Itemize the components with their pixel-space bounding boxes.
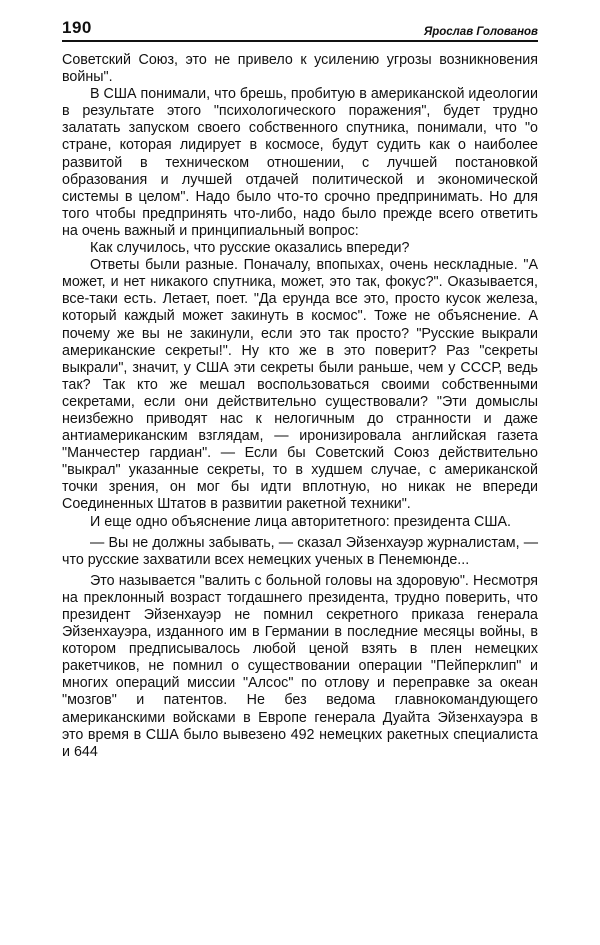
paragraph: В США понимали, что брешь, пробитую в американской идеологии в результате этого "психологического поражения", будет трудно залатать запуском своего собственного спутника, понимали, что "о стране, которая лидирует в космосе, будут судить как о наиболее развитой в техническом отношении, с лучшей постановкой образования и лучшей отдачей политической и экономической системы в целом". Надо было что-то срочно предпринимать. Но для того чтобы предпринять что-либо, надо было прежде всего ответить на очень важный и принципиальный вопрос: — [62, 86, 538, 239]
paragraph: Ответы были разные. Поначалу, впопыхах, очень нескладные. "А может, и нет никакого спутника, может, это так, фокус?". Оказывается, все-таки есть. Летает, поет. "Да ерунда все это, просто кусок железа, который каждый может закинуть в космос". Тоже не объяснение. А почему же вы не закинули, если это так просто? "Русские выкрали американские секреты!". Ну кто же в это поверит? Раз "секреты выкрали", значит, у США эти секреты были раньше, чем у СССР, ведь так? Так кто же мешал воспользоваться своими собственными секретами, если они действительно существовали? "Эти домыслы неизбежно приводят нас к нелогичным до странности и даже антиамериканским взглядам, — иронизировала английская газета "Манчестер гардиан". — Если бы Советский Союз действительно "выкрал" указанные секреты, то в худшем случае, с американской точки зрения, он мог бы идти вплотную, но никак не впереди Соединенных Штатов в развитии ракетной техники". — [62, 257, 538, 513]
paragraph: — Вы не должны забывать, — сказал Эйзенхауэр журналистам, — что русские захватили всех немецких ученых в Пенемюнде... — [62, 534, 538, 568]
running-head: Ярослав Голованов — [423, 26, 538, 38]
page-number: 190 — [62, 18, 92, 37]
body-text — [62, 52, 538, 761]
paragraph: Как случилось, что русские оказались впереди? — [90, 240, 410, 257]
page-header — [62, 18, 538, 42]
paragraph: Это называется "валить с больной головы на здоровую". Несмотря на преклонный возраст тогдашнего президента, трудно поверить, что президент Эйзенхауэр не помнил секретного приказа генерала Эйзенхауэра, изданного им в Германии в последние месяцы войны, в котором предписывалось любой ценой взять в плен немецких ракетчиков, не помнил о существовании операции "Пейперклип" и многих операций миссии "Алсос" по отлову и переправке за океан "мозгов" и патентов. Не без ведома главнокомандующего американскими войсками в Европе генерала Дуайта Эйзенхауэра в это время в США было вывезено 492 немецких ракетных специалиста и 644 — [62, 572, 538, 760]
paragraph: Советский Союз, это не привело к усилению угрозы возникновения войны". — [62, 52, 538, 86]
paragraph: И еще одно объяснение лица авторитетного: президента США. — [90, 513, 511, 530]
